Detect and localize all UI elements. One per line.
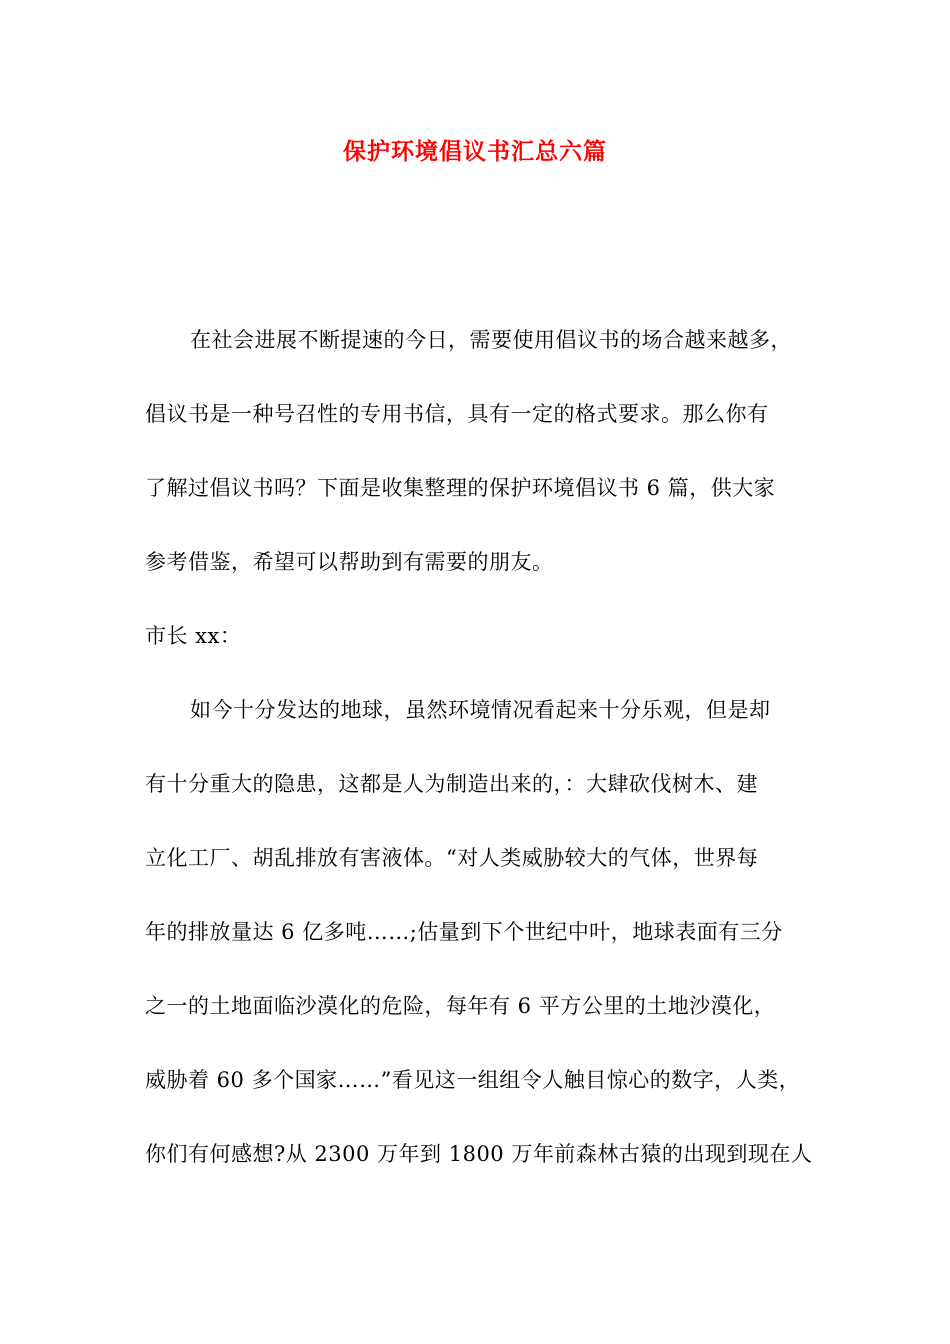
document-title: 保护环境倡议书汇总六篇: [343, 139, 607, 165]
salutation-line: 市长 xx：: [145, 624, 242, 648]
paragraph-line: 立化工厂、胡乱排放有害液体。“对人类威胁较大的气体，世界每: [145, 846, 759, 870]
paragraph-line: 年的排放量达 6 亿多吨……;估量到下个世纪中叶，地球表面有三分: [145, 920, 783, 944]
paragraph-line: 如今十分发达的地球，虽然环境情况看起来十分乐观，但是却: [190, 698, 771, 722]
paragraph-line: 了解过倡议书吗？下面是收集整理的保护环境倡议书 6 篇，供大家: [145, 476, 776, 500]
paragraph-line: 参考借鉴，希望可以帮助到有需要的朋友。: [145, 550, 554, 574]
paragraph-line: 有十分重大的隐患，这都是人为制造出来的，：大肆砍伐树木、建: [145, 772, 758, 796]
paragraph-line: 之一的土地面临沙漠化的危险，每年有 6 平方公里的土地沙漠化，: [145, 994, 776, 1018]
document-body: [145, 320, 835, 1208]
paragraph-line: 在社会进展不断提速的今日，需要使用倡议书的场合越来越多，: [190, 328, 792, 352]
paragraph-line: 威胁着 60 多个国家……”看见这一组组令人触目惊心的数字，人类，: [145, 1068, 801, 1092]
paragraph-line: 倡议书是一种号召性的专用书信，具有一定的格式要求。那么你有: [145, 402, 769, 426]
paragraph-line: 你们有何感想?从 2300 万年到 1800 万年前森林古猿的出现到现在人: [145, 1142, 813, 1166]
